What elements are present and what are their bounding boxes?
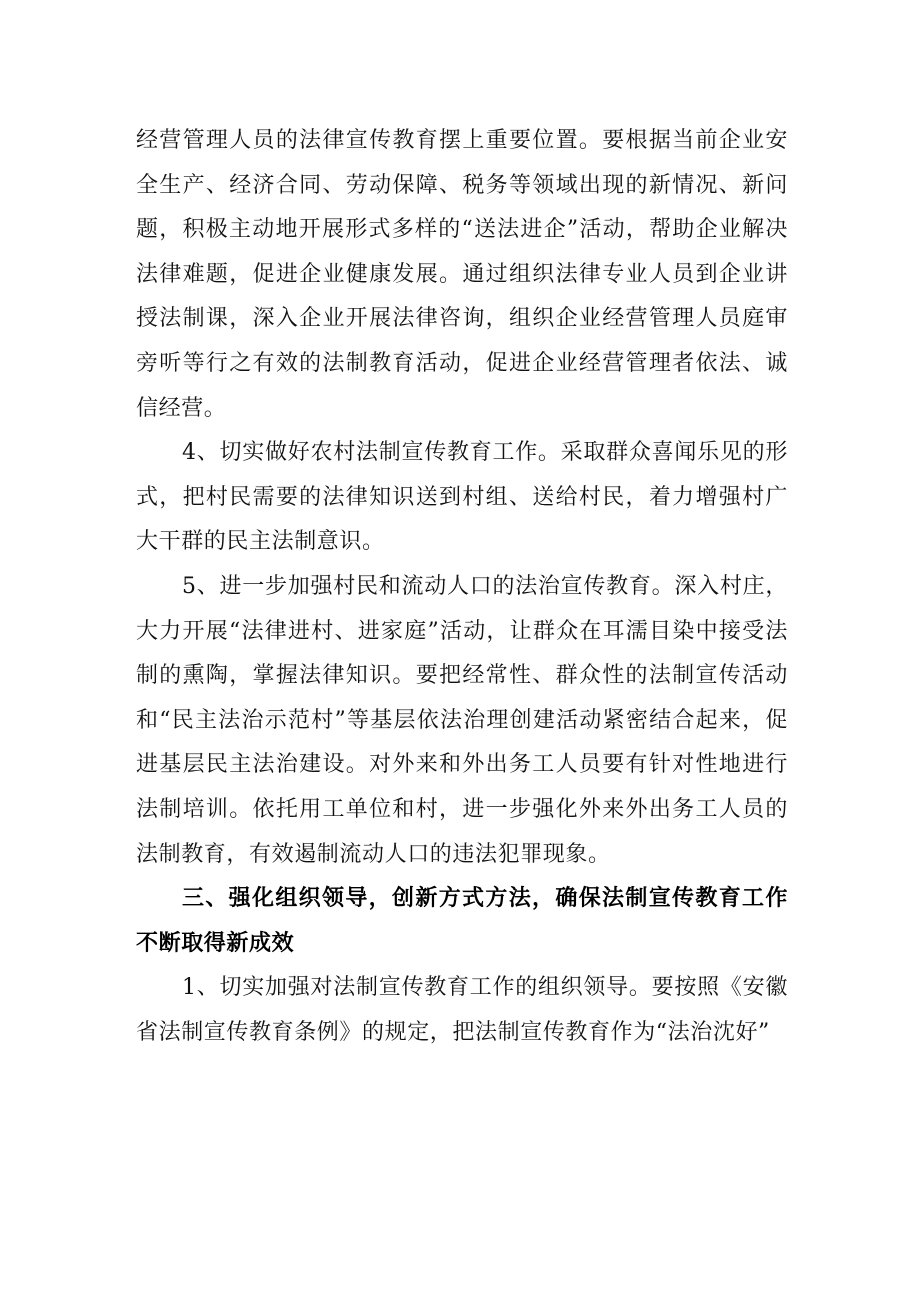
paragraph-organizational-leadership: 1、切实加强对法制宣传教育工作的组织领导。要按照《安徽省法制宣传教育条例》的规定，把法制宣传教育作为“法治沈好” xyxy=(136,975,788,1045)
paragraph-rural-legal-education: 4、切实做好农村法制宣传教育工作。采取群众喜闻乐见的形式，把村民需要的法律知识送到村组、送给村民，着力增强村广大干群的民主法制意识。 xyxy=(136,440,788,555)
paragraph-migrant-legal-education: 5、进一步加强村民和流动人口的法治宣传教育。深入村庄，大力开展“法律进村、进家庭”活动，让群众在耳濡目染中接受法制的熏陶，掌握法律知识。要把经常性、群众性的法制宣传活动和“民主法治示范村”等基层依法治理创建活动紧密结合起来，促进基层民主法治建设。对外来和外出务工人员要有针对性地进行法制培训。依托用工单位和村，进一步强化外来外出务工人员的法制教育，有效遏制流动人口的违法犯罪现象。 xyxy=(136,573,788,867)
paragraph-enterprise-legal-education: 经营管理人员的法律宣传教育摆上重要位置。要根据当前企业安全生产、经济合同、劳动保障、税务等领域出现的新情况、新问题，积极主动地开展形式多样的“送法进企”活动，帮助企业解决法律难题，促进企业健康发展。通过组织法律专业人员到企业讲授法制课，深入企业开展法律咨询，组织企业经营管理人员庭审旁听等行之有效的法制教育活动，促进企业经营管理者依法、诚信经营。 xyxy=(136,128,788,421)
section-heading-three: 三、强化组织领导，创新方式方法，确保法制宣传教育工作不断取得新成效 xyxy=(136,886,788,956)
document-body xyxy=(136,119,788,1055)
